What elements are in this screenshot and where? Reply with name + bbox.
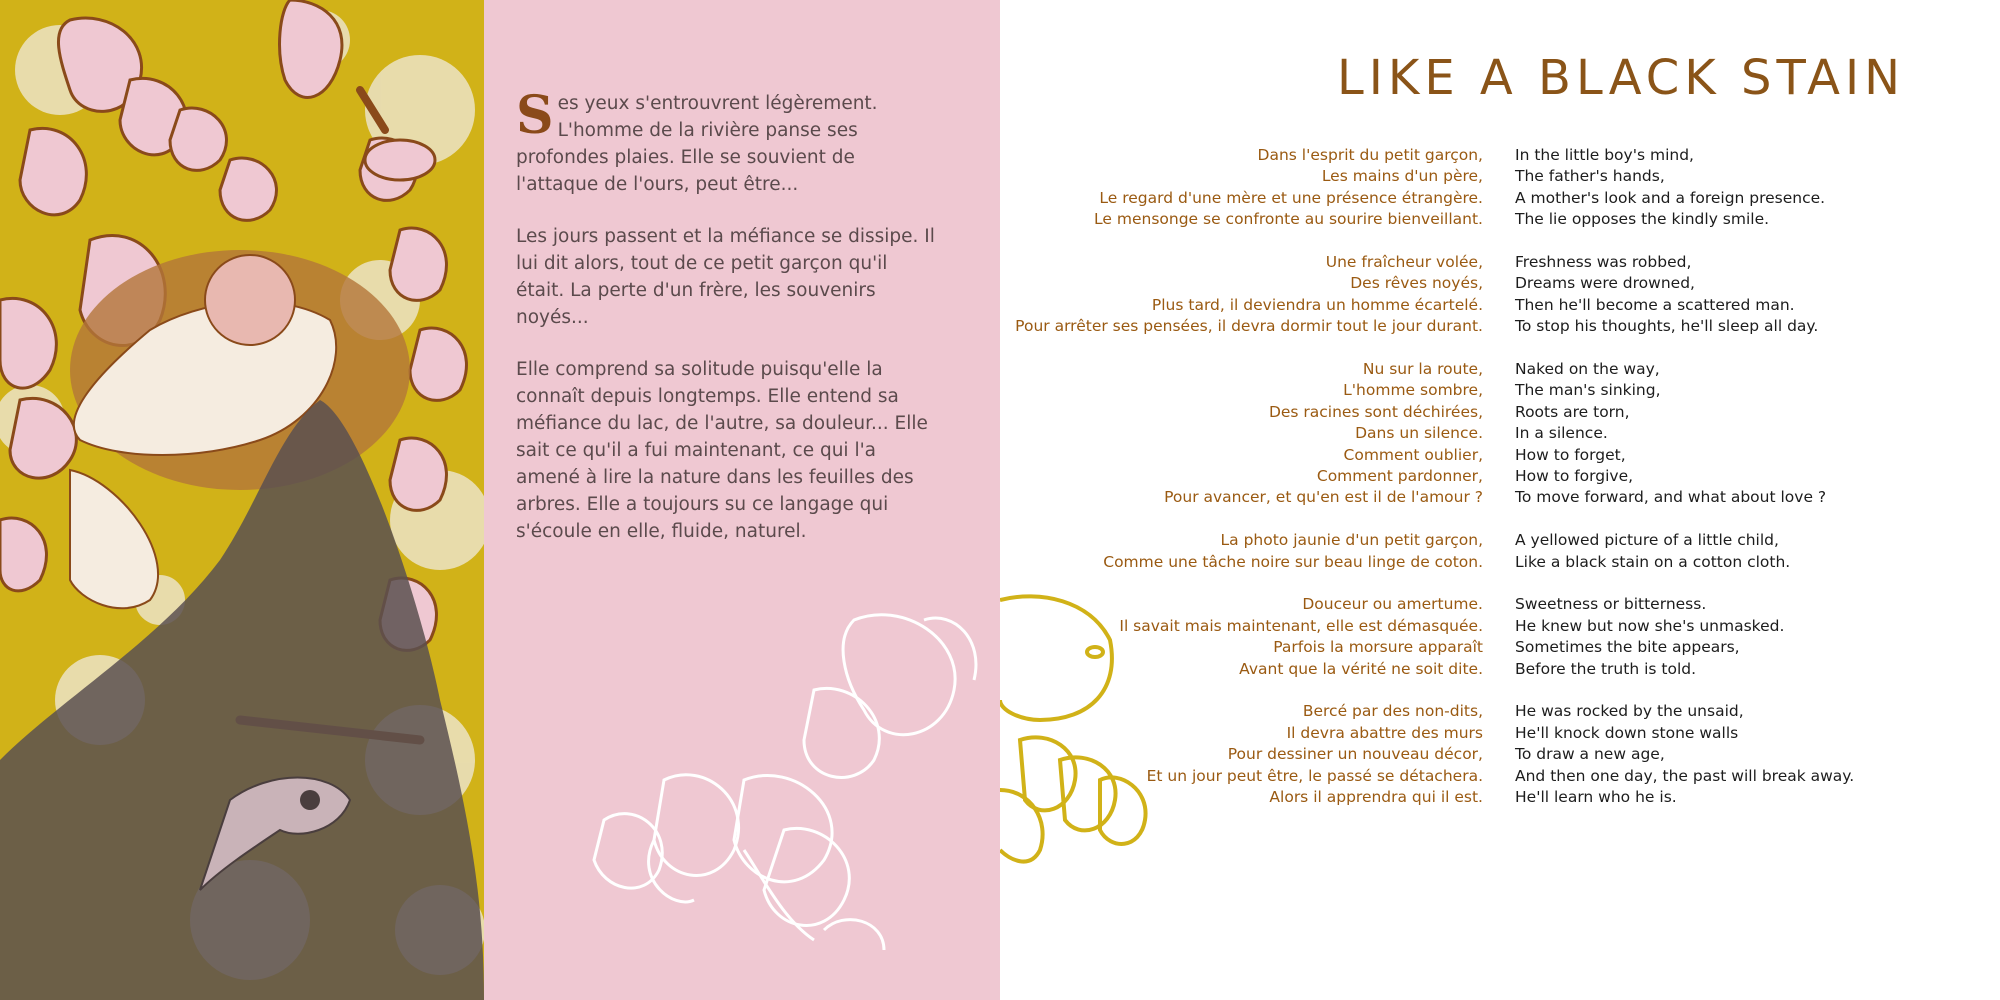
french-verse (1000, 530, 1483, 573)
english-line: He was rocked by the unsaid, (1515, 702, 1744, 721)
prose-paragraph: Les jours passent et la méfiance se dissipe. Il lui dit alors, tout de ce petit garçon qu'il était. La perte d'un frère, les souvenirs noyés... (516, 226, 935, 328)
poem-stanza (1000, 145, 2000, 231)
english-line: In the little boy's mind, (1515, 146, 1694, 164)
french-line: Pour dessiner un nouveau décor, (1227, 745, 1483, 764)
prose-paragraph (516, 85, 936, 198)
english-verse (1515, 594, 1975, 680)
french-line: Une fraîcheur volée, (1325, 253, 1483, 272)
french-line: Pour arrêter ses pensées, il devra dormir tout le jour durant. (1015, 317, 1483, 336)
english-line: The lie opposes the kindly smile. (1515, 210, 1770, 229)
french-verse (1000, 145, 1483, 231)
english-line: How to forgive, (1515, 467, 1634, 486)
french-line: Parfois la morsure apparaît (1273, 638, 1483, 657)
english-verse (1515, 252, 1975, 338)
english-line: Then he'll become a scattered man. (1515, 295, 1795, 314)
english-verse (1515, 145, 1975, 231)
prose-paragraph: Elle comprend sa solitude puisqu'elle la connaît depuis longtemps. Elle entend sa méfiance du lac, de l'autre, sa douleur... Elle sait ce qu'il a fui maintenant, ce qui l'a amené à lire la nature dans les feuilles des arbres. Elle a toujours su ce langage qui s'écoule en elle, fluide, naturel. (516, 359, 928, 542)
english-verse (1515, 701, 1975, 808)
french-line: Et un jour peut être, le passé se détachera. (1146, 766, 1483, 785)
french-verse (1000, 359, 1483, 509)
french-line: Des rêves noyés, (1350, 274, 1483, 293)
english-line: To move forward, and what about love ? (1515, 488, 1827, 507)
french-line: Dans l'esprit du petit garçon, (1257, 146, 1483, 164)
french-line: Les mains d'un père, (1321, 167, 1483, 186)
french-line: Plus tard, il deviendra un homme écartelé. (1151, 295, 1483, 314)
english-line: How to forget, (1515, 445, 1626, 464)
french-line: Il savait mais maintenant, elle est démasquée. (1119, 616, 1483, 635)
english-line: Sometimes the bite appears, (1515, 638, 1740, 657)
illustration-artwork (0, 0, 484, 1000)
french-line: L'homme sombre, (1343, 381, 1483, 400)
poem-stanza (1000, 701, 2000, 808)
prose-text (516, 85, 936, 570)
french-line: Comment oublier, (1343, 445, 1483, 464)
french-line: Avant que la vérité ne soit dite. (1239, 659, 1483, 678)
english-line: The man's sinking, (1515, 381, 1661, 400)
english-line: Freshness was robbed, (1515, 253, 1692, 272)
illustration-panel (0, 0, 484, 1000)
english-line: He'll knock down stone walls (1515, 723, 1739, 742)
poem-body (1000, 145, 2000, 830)
english-line: Naked on the way, (1515, 360, 1660, 379)
english-line: Before the truth is told. (1515, 659, 1697, 678)
poem-stanza (1000, 359, 2000, 509)
dropcap: S (516, 85, 554, 146)
french-verse (1000, 252, 1483, 338)
poem-stanza (1000, 252, 2000, 338)
french-line: Comme une tâche noire sur beau linge de coton. (1103, 552, 1483, 571)
french-line: Dans un silence. (1355, 424, 1483, 443)
prose-paragraph-text: es yeux s'entrouvrent légèrement. L'homme de la rivière panse ses profondes plaies. Elle se souvient de l'attaque de l'ours, peut être... (516, 93, 878, 195)
english-verse (1515, 530, 1975, 573)
english-line: A mother's look and a foreign presence. (1515, 188, 1826, 207)
french-line: Le mensonge se confronte au sourire bienveillant. (1094, 210, 1483, 229)
french-line: Des racines sont déchirées, (1268, 402, 1483, 421)
english-line: In a silence. (1515, 424, 1608, 443)
english-verse (1515, 359, 1975, 509)
french-line: Comment pardonner, (1316, 467, 1483, 486)
poem-stanza (1000, 530, 2000, 573)
english-line: Sweetness or bitterness. (1515, 595, 1707, 614)
poem-panel (1000, 0, 2000, 1000)
french-line: Alors il apprendra qui il est. (1269, 788, 1483, 807)
french-line: Bercé par des non-dits, (1302, 702, 1483, 721)
french-line: La photo jaunie d'un petit garçon, (1220, 531, 1483, 550)
english-line: Roots are torn, (1515, 402, 1630, 421)
english-line: He'll learn who he is. (1515, 788, 1677, 807)
english-line: To draw a new age, (1515, 745, 1665, 764)
poem-stanza (1000, 594, 2000, 680)
english-line: He knew but now she's unmasked. (1515, 616, 1785, 635)
prose-panel (484, 0, 1000, 1000)
english-line: Dreams were drowned, (1515, 274, 1695, 293)
french-verse (1000, 594, 1483, 680)
french-line: Nu sur la route, (1362, 360, 1483, 379)
french-line: Le regard d'une mère et une présence étrangère. (1099, 188, 1483, 207)
french-line: Il devra abattre des murs (1286, 723, 1483, 742)
french-line: Pour avancer, et qu'en est il de l'amour ? (1164, 488, 1483, 507)
english-line: And then one day, the past will break away. (1515, 766, 1855, 785)
poem-title: LIKE A BLACK STAIN (1336, 50, 1905, 106)
english-line: To stop his thoughts, he'll sleep all day. (1515, 317, 1819, 336)
english-line: Like a black stain on a cotton cloth. (1515, 552, 1791, 571)
french-verse (1000, 701, 1483, 808)
bowl-icon (365, 140, 435, 180)
english-line: A yellowed picture of a little child, (1515, 531, 1779, 550)
french-line: Douceur ou amertume. (1302, 595, 1483, 614)
english-line: The father's hands, (1515, 167, 1665, 186)
